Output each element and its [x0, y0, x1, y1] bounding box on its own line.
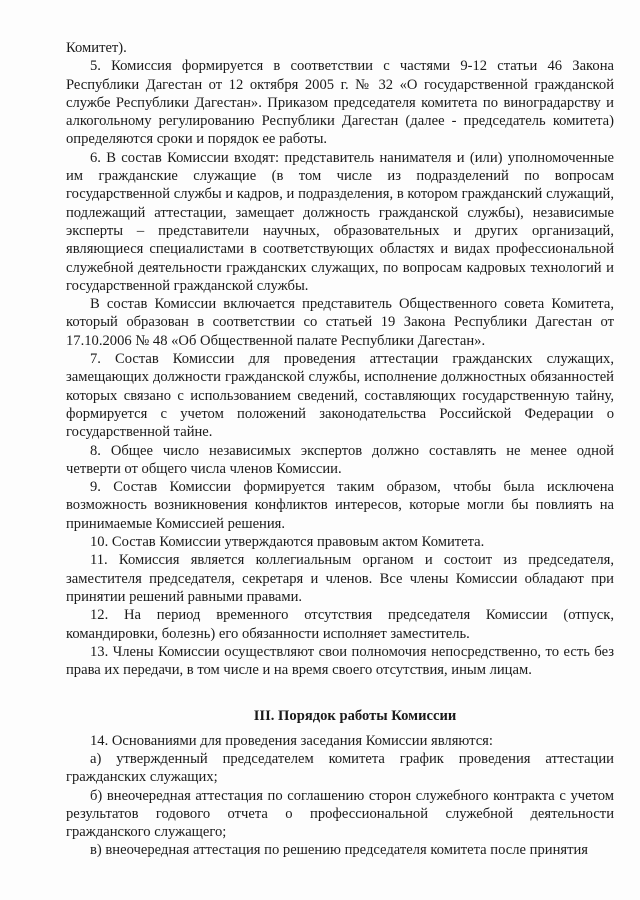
- paragraph-item-10: 10. Состав Комиссии утверждаются правовым актом Комитета.: [90, 534, 485, 551]
- paragraph-item-12: 12. На период временного отсутствия председателя Комиссии (отпуск, командировки, болезнь) его обязанности исполняет заместитель.: [66, 607, 614, 642]
- section-heading-wrapper: [66, 707, 614, 725]
- paragraph-continuation: Комитет).: [66, 40, 127, 56]
- paragraph-subitem-b: б) внеочередная аттестация по соглашению сторон служебного контракта с учетом результатов годового отчета о профессиональной служебной деятельности гражданского служащего;: [66, 787, 614, 841]
- paragraph-item-8: 8. Общее число независимых экспертов должно составлять не менее одной четверти от общего числа членов Комиссии.: [66, 442, 614, 477]
- paragraph-item-9: 9. Состав Комиссии формируется таким образом, чтобы была исключена возможность возникновения конфликтов интересов, которые могли бы повлиять на принимаемые Комиссией решения.: [66, 479, 614, 532]
- paragraph-item-6: 6. В состав Комиссии входят: представитель нанимателя и (или) уполномоченные им гражданские служащие (в том числе из подразделений по вопросам государственной службы и кадров, и подразделения, в котором гражданский служащий, подлежащий аттестации, замещает должность гражданской службы), независимые эксперты – представители научных, образовательных и других организаций, являющиеся специалистами в соответствующих областях и видах профессиональной служебной деятельности гражданских служащих, по вопросам кадровых технологий и государственной гражданской службы.: [66, 149, 614, 294]
- paragraph-public-council: В состав Комиссии включается представитель Общественного совета Комитета, который образован в соответствии со статьей 19 Закона Республики Дагестан от 17.10.2006 № 48 «Об Общественной палате Республики Дагестан».: [66, 296, 614, 349]
- paragraph-item-5: 5. Комиссия формируется в соответствии с частями 9-12 статьи 46 Закона Республики Дагестан от 12 октября 2005 г. № 32 «О государственной гражданской службе Республики Дагестан». Приказом председателя комитета по виноградарству и алкогольному регулированию Республики Дагестан (далее - председатель комитета) определяются сроки и порядок ее работы.: [66, 58, 614, 148]
- paragraph-subitem-a: а) утвержденный председателем комитета график проведения аттестации гражданских служащих;: [66, 750, 614, 786]
- paragraph-item-14: 14. Основаниями для проведения заседания Комиссии являются:: [90, 732, 493, 749]
- paragraph-item-11: 11. Комиссия является коллегиальным органом и состоит из председателя, заместителя председателя, секретаря и членов. Все члены Комиссии обладают при принятии решений равными правами.: [66, 552, 614, 605]
- section-heading: III. Порядок работы Комиссии: [253, 708, 457, 725]
- paragraph-item-7: 7. Состав Комиссии для проведения аттестации гражданских служащих, замещающих должности гражданской службы, исполнение должностных обязанностей которых связано с использованием сведений, составляющих государственную тайну, формируется с учетом положений законодательства Российской Федерации о государственной тайне.: [66, 351, 614, 441]
- paragraph-subitem-v: в) внеочередная аттестация по решению председателя комитета после принятия: [90, 842, 588, 859]
- section-spacer: [66, 679, 614, 697]
- paragraph-item-13: 13. Члены Комиссии осуществляют свои полномочия непосредственно, то есть без права их передачи, в том числе и на время своего отсутствия, иным лицам.: [66, 643, 614, 679]
